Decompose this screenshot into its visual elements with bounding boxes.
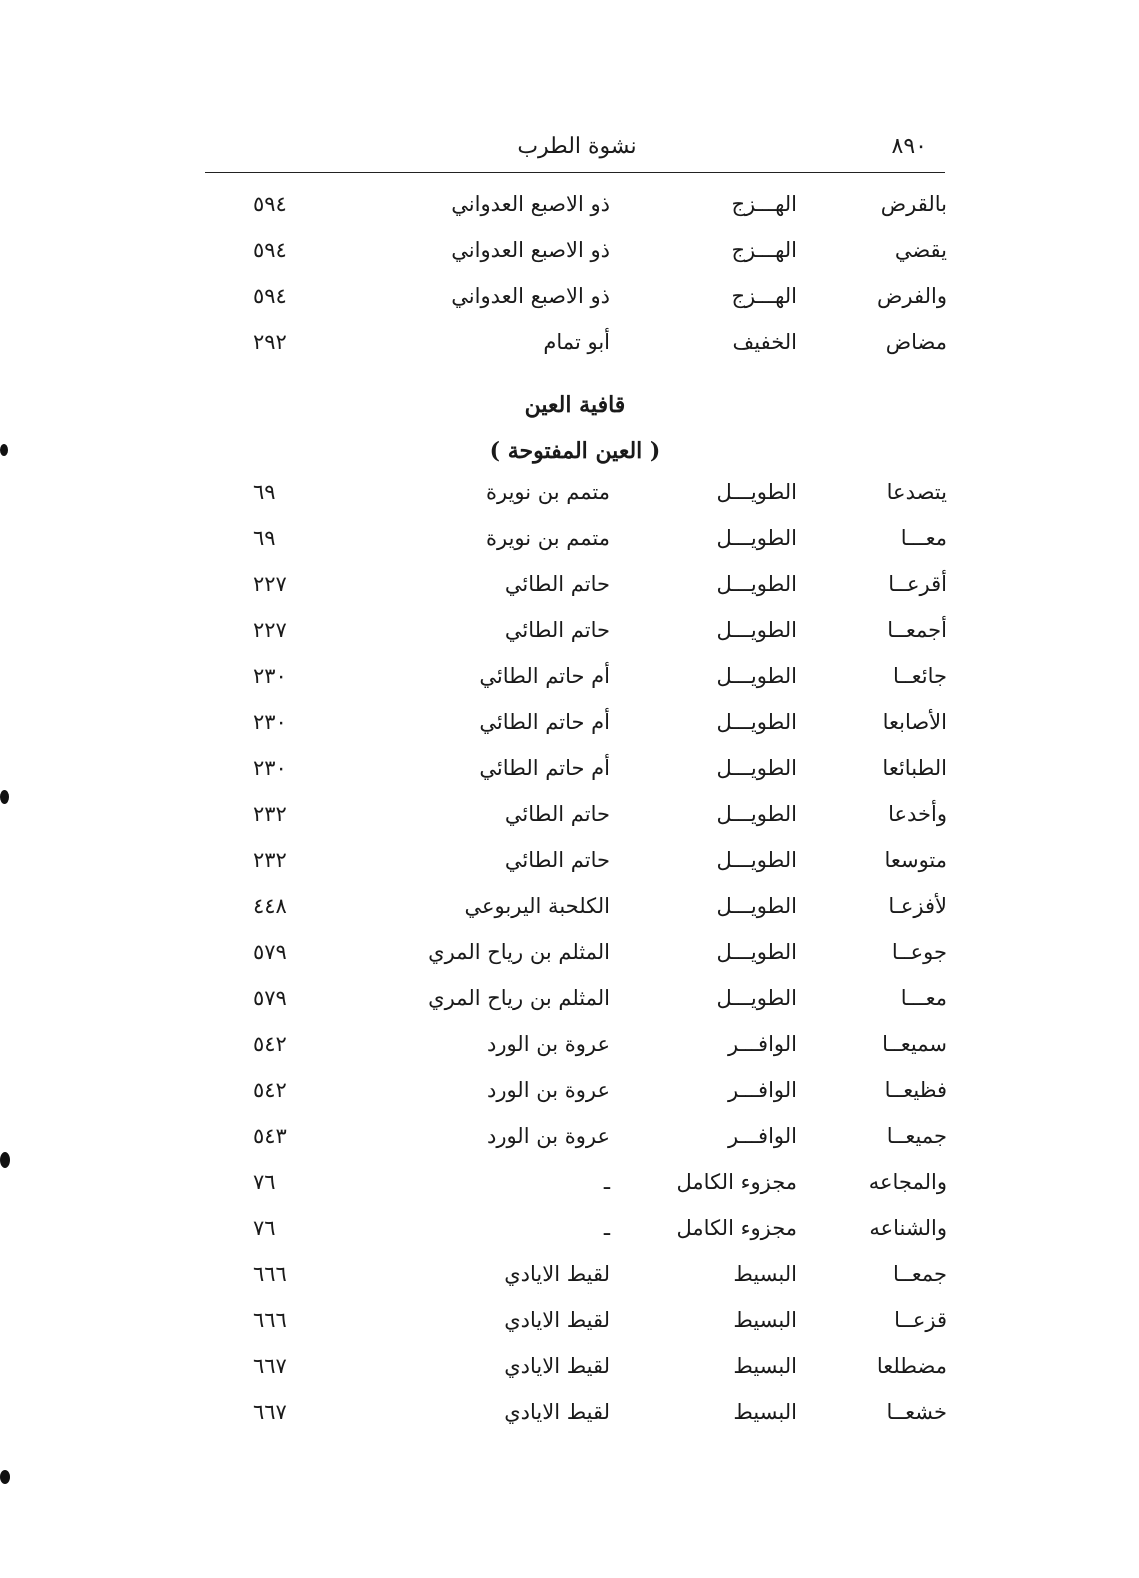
rhyme-word: سميعــا: [882, 1032, 947, 1056]
rhyme-word: أقرعــا: [888, 572, 947, 596]
rhyme-word: والفرض: [877, 284, 947, 308]
running-title: نشوة الطرب: [517, 134, 637, 159]
page-ref: ٧٦: [253, 1216, 276, 1240]
page-ref: ٥٩٤: [253, 284, 287, 308]
table-row: [205, 324, 965, 370]
rhyme-word: جائعــا: [892, 664, 947, 688]
page-header: [205, 128, 945, 172]
table-row: [205, 750, 965, 796]
meter-name: الطويـــل: [716, 480, 797, 504]
rhyme-word: والمجاعه: [868, 1170, 947, 1194]
meter-name: البسيط: [733, 1262, 797, 1286]
page-number: ٨٩٠: [891, 134, 927, 159]
table-row: [205, 278, 965, 324]
rhyme-word: معـــا: [900, 986, 947, 1010]
scan-mark: [0, 444, 8, 456]
rhyme-word: بالقرض: [880, 192, 947, 216]
rhyme-word: يتصدعا: [886, 480, 947, 504]
poet-name: لقيط الايادي: [504, 1308, 610, 1332]
poet-name: متمم بن نويرة: [485, 526, 610, 550]
page-ref: ٦٦٧: [253, 1354, 287, 1378]
table-row: [205, 658, 965, 704]
meter-name: الطويـــل: [716, 894, 797, 918]
page-ref: ٢٣٠: [253, 664, 287, 688]
page-ref: ٥٩٤: [253, 238, 287, 262]
section-title: قافية العين: [524, 392, 626, 418]
poet-name: ذو الاصبع العدواني: [451, 192, 610, 216]
rhyme-word: مضاض: [885, 330, 947, 354]
table-row: [205, 1256, 965, 1302]
page-ref: ٧٦: [253, 1170, 276, 1194]
poet-name: المثلم بن رياح المري: [428, 940, 610, 964]
rhyme-word: والشناعه: [869, 1216, 947, 1240]
rhyme-word: أجمعــا: [887, 618, 947, 642]
page-ref: ٥٧٩: [253, 986, 287, 1010]
page-ref: ٦٦٦: [253, 1262, 287, 1286]
poet-name: المثلم بن رياح المري: [428, 986, 610, 1010]
table-row: [205, 842, 965, 888]
meter-name: الطويـــل: [716, 848, 797, 872]
rhyme-word: جمعــا: [893, 1262, 947, 1286]
page-ref: ٢٩٢: [253, 330, 287, 354]
table-row: [205, 1302, 965, 1348]
table-row: [205, 612, 965, 658]
table-row: [205, 566, 965, 612]
table-row: [205, 1348, 965, 1394]
poet-name: ذو الاصبع العدواني: [451, 284, 610, 308]
meter-name: البسيط: [733, 1400, 797, 1424]
poet-name: ذو الاصبع العدواني: [451, 238, 610, 262]
rhyme-word: معـــا: [900, 526, 947, 550]
section-subtitle: ( العين المفتوحة ): [489, 438, 661, 464]
meter-name: البسيط: [733, 1308, 797, 1332]
meter-name: الطويـــل: [716, 986, 797, 1010]
page-ref: ٥٧٩: [253, 940, 287, 964]
meter-name: الطويـــل: [716, 802, 797, 826]
poet-name: أم حاتم الطائي: [479, 664, 610, 688]
poet-name: ـ: [603, 1216, 610, 1240]
meter-name: الهـــزج: [731, 238, 797, 262]
page-ref: ٥٤٢: [253, 1078, 287, 1102]
meter-name: الطويـــل: [716, 940, 797, 964]
meter-name: الطويـــل: [716, 664, 797, 688]
meter-name: الهـــزج: [731, 284, 797, 308]
page-ref: ٢٢٧: [253, 572, 287, 596]
poet-name: حاتم الطائي: [504, 848, 610, 872]
poet-name: لقيط الايادي: [504, 1400, 610, 1424]
rhyme-word: الأصابعا: [882, 710, 947, 734]
rhyme-word: خشعــا: [886, 1400, 947, 1424]
meter-name: الخفيف: [732, 330, 797, 354]
poet-name: حاتم الطائي: [504, 618, 610, 642]
meter-name: مجزوء الكامل: [676, 1170, 797, 1194]
meter-name: الطويـــل: [716, 710, 797, 734]
poet-name: عروة بن الورد: [486, 1078, 610, 1102]
meter-name: الطويـــل: [716, 526, 797, 550]
table-row: [205, 1072, 965, 1118]
page-ref: ٢٣٢: [253, 802, 287, 826]
table-row: [205, 1164, 965, 1210]
poet-name: لقيط الايادي: [504, 1354, 610, 1378]
page-ref: ٦٦٧: [253, 1400, 287, 1424]
table-row: [205, 796, 965, 842]
scan-mark: [0, 1470, 10, 1484]
scan-mark: [0, 1152, 10, 1168]
rhyme-word: الطبائعا: [882, 756, 947, 780]
table-row: [205, 186, 965, 232]
header-rule: [205, 172, 945, 173]
meter-name: البسيط: [733, 1354, 797, 1378]
poet-name: متمم بن نويرة: [485, 480, 610, 504]
table-row: [205, 934, 965, 980]
page-ref: ٥٤٣: [253, 1124, 287, 1148]
table-row: [205, 474, 965, 520]
rhyme-word: وأخدعا: [888, 802, 947, 826]
table-row: [205, 1118, 965, 1164]
poet-name: لقيط الايادي: [504, 1262, 610, 1286]
poet-name: حاتم الطائي: [504, 572, 610, 596]
meter-name: مجزوء الكامل: [676, 1216, 797, 1240]
meter-name: الوافـــر: [728, 1078, 797, 1102]
scan-mark: [0, 790, 9, 804]
page-ref: ٦٦٦: [253, 1308, 287, 1332]
rhyme-word: جوعــا: [891, 940, 947, 964]
meter-name: الطويـــل: [716, 572, 797, 596]
table-row: [205, 980, 965, 1026]
poet-name: حاتم الطائي: [504, 802, 610, 826]
rhyme-word: متوسعا: [884, 848, 947, 872]
table-row: [205, 888, 965, 934]
table-row: [205, 232, 965, 278]
poet-name: أبو تمام: [543, 330, 610, 354]
poet-name: أم حاتم الطائي: [479, 710, 610, 734]
page-ref: ٢٣٠: [253, 710, 287, 734]
meter-name: الهـــزج: [731, 192, 797, 216]
meter-name: الوافـــر: [728, 1032, 797, 1056]
rhyme-word: فظيعــا: [884, 1078, 947, 1102]
rhyme-word: قزعــا: [894, 1308, 947, 1332]
index-table-top: [205, 186, 965, 370]
poet-name: أم حاتم الطائي: [479, 756, 610, 780]
page-ref: ٦٩: [253, 480, 276, 504]
index-table-main: [205, 474, 965, 1440]
meter-name: الطويـــل: [716, 756, 797, 780]
rhyme-word: جميعــا: [886, 1124, 947, 1148]
page-ref: ٤٤٨: [253, 894, 287, 918]
rhyme-word: لأفزعـا: [888, 894, 947, 918]
rhyme-word: يقضي: [894, 238, 947, 262]
page-ref: ٢٢٧: [253, 618, 287, 642]
meter-name: الوافـــر: [728, 1124, 797, 1148]
page-ref: ٢٣٠: [253, 756, 287, 780]
table-row: [205, 1210, 965, 1256]
poet-name: عروة بن الورد: [486, 1032, 610, 1056]
table-row: [205, 1026, 965, 1072]
table-row: [205, 704, 965, 750]
page-ref: ٥٩٤: [253, 192, 287, 216]
meter-name: الطويـــل: [716, 618, 797, 642]
poet-name: ـ: [603, 1170, 610, 1194]
page-ref: ٢٣٢: [253, 848, 287, 872]
page-ref: ٥٤٢: [253, 1032, 287, 1056]
table-row: [205, 520, 965, 566]
page-ref: ٦٩: [253, 526, 276, 550]
poet-name: الكلحبة اليربوعي: [464, 894, 610, 918]
poet-name: عروة بن الورد: [486, 1124, 610, 1148]
table-row: [205, 1394, 965, 1440]
rhyme-word: مضطلعا: [876, 1354, 947, 1378]
